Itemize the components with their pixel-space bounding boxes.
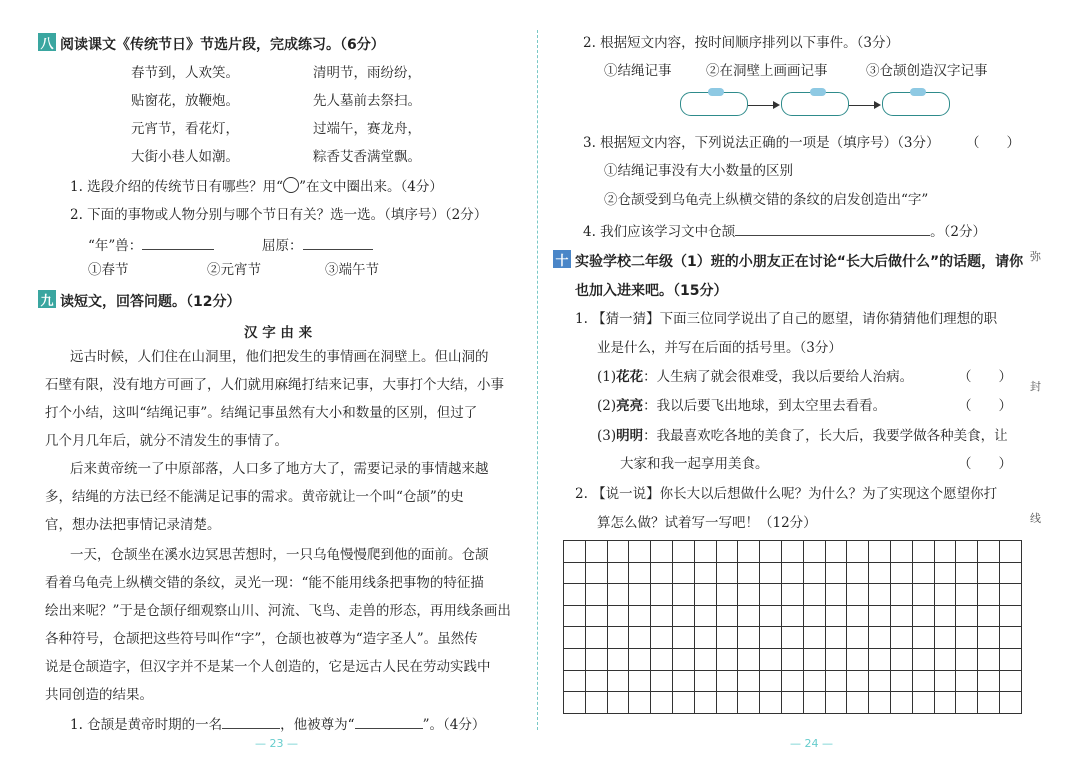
grid-cell[interactable] xyxy=(978,541,1000,563)
grid-cell[interactable] xyxy=(825,670,847,692)
wish-text: ：人生病了就会很难受，我以后要给人治病。 xyxy=(643,369,914,385)
grid-cell[interactable] xyxy=(803,627,825,649)
poem-line: 贴窗花，放鞭炮。 xyxy=(131,93,239,109)
grid-cell[interactable] xyxy=(781,692,803,714)
grid-cell[interactable] xyxy=(564,541,586,563)
q-text: 1. 选段介绍的传统节日有哪些？用“ xyxy=(70,179,284,195)
option: ①结绳记事 xyxy=(604,63,672,79)
grid-cell[interactable] xyxy=(890,627,912,649)
grid-cell[interactable] xyxy=(564,562,586,584)
grid-cell[interactable] xyxy=(912,692,934,714)
grid-cell[interactable] xyxy=(978,627,1000,649)
grid-cell[interactable] xyxy=(978,562,1000,584)
grid-cell[interactable] xyxy=(803,605,825,627)
grid-cell[interactable] xyxy=(803,692,825,714)
wish-item-1 xyxy=(597,368,913,386)
story-line: 官，想办法把事情记录清楚。 xyxy=(45,517,221,533)
grid-cell[interactable] xyxy=(999,584,1021,606)
grid-cell[interactable] xyxy=(803,670,825,692)
grid-cell[interactable] xyxy=(847,648,869,670)
grid-cell[interactable] xyxy=(934,670,956,692)
grid-cell[interactable] xyxy=(869,627,891,649)
grid-cell[interactable] xyxy=(607,648,629,670)
story-line: 后来黄帝统一了中原部落，人口多了地方大了，需要记录的事情越来越 xyxy=(70,461,489,477)
option: ②仓颉受到乌龟壳上纵横交错的条纹的启发创造出“字” xyxy=(604,192,929,208)
grid-cell[interactable] xyxy=(760,562,782,584)
answer-paren[interactable]: （ ） xyxy=(958,456,1012,472)
grid-cell[interactable] xyxy=(629,562,651,584)
grid-cell[interactable] xyxy=(912,627,934,649)
poem-line: 先人墓前去祭扫。 xyxy=(313,93,421,109)
answer-blank[interactable] xyxy=(222,714,280,729)
grid-cell[interactable] xyxy=(585,541,607,563)
poem-line: 过端午，赛龙舟， xyxy=(313,121,421,137)
option: ①春节 xyxy=(88,262,129,278)
grid-cell[interactable] xyxy=(760,692,782,714)
grid-cell[interactable] xyxy=(890,584,912,606)
grid-cell[interactable] xyxy=(738,692,760,714)
grid-cell[interactable] xyxy=(651,562,673,584)
option: ②元宵节 xyxy=(207,262,261,278)
story-line: 打个小结，这叫“结绳记事”。结绳记事虽然有大小和数量的区别，但过了 xyxy=(45,405,478,421)
page-number: — 23 — xyxy=(255,737,298,750)
grid-row xyxy=(564,562,1022,584)
grid-cell[interactable] xyxy=(760,670,782,692)
answer-paren[interactable]: （ ） xyxy=(958,369,1012,385)
grid-cell[interactable] xyxy=(978,605,1000,627)
grid-cell[interactable] xyxy=(999,541,1021,563)
grid-cell[interactable] xyxy=(956,648,978,670)
grid-cell[interactable] xyxy=(825,605,847,627)
grid-cell[interactable] xyxy=(716,584,738,606)
grid-cell[interactable] xyxy=(978,648,1000,670)
grid-cell[interactable] xyxy=(564,648,586,670)
grid-cell[interactable] xyxy=(672,584,694,606)
grid-cell[interactable] xyxy=(934,605,956,627)
item-num: (3) xyxy=(597,428,617,444)
question-10-2-cont: 算怎么做？试着写一写吧！（12分） xyxy=(597,515,817,531)
grid-cell[interactable] xyxy=(738,562,760,584)
wish-item-2 xyxy=(597,397,886,415)
cloud-icon xyxy=(708,88,724,96)
grid-cell[interactable] xyxy=(978,584,1000,606)
story-line: 各种符号，仓颉把这些符号叫作“字”，仓颉也被尊为“造字圣人”。虽然传 xyxy=(45,631,478,647)
grid-cell[interactable] xyxy=(607,605,629,627)
poem-line: 元宵节，看花灯， xyxy=(131,121,239,137)
grid-cell[interactable] xyxy=(585,692,607,714)
option: ③端午节 xyxy=(325,262,379,278)
grid-cell[interactable] xyxy=(629,648,651,670)
answer-row-nian xyxy=(88,235,214,255)
grid-cell[interactable] xyxy=(847,670,869,692)
grid-row xyxy=(564,584,1022,606)
question-9-4 xyxy=(583,221,986,241)
grid-cell[interactable] xyxy=(956,670,978,692)
grid-cell[interactable] xyxy=(803,648,825,670)
option: ②在洞壁上画画记事 xyxy=(706,63,828,79)
section-8-title: 阅读课文《传统节日》节选片段，完成练习。（6分） xyxy=(60,37,385,53)
answer-blank[interactable] xyxy=(735,221,930,236)
grid-cell[interactable] xyxy=(999,670,1021,692)
answer-paren[interactable]: （ ） xyxy=(958,398,1012,414)
q-text: ”在文中圈出来。（4分） xyxy=(299,179,443,195)
grid-cell[interactable] xyxy=(716,541,738,563)
grid-cell[interactable] xyxy=(978,692,1000,714)
grid-cell[interactable] xyxy=(890,670,912,692)
grid-cell[interactable] xyxy=(694,562,716,584)
grid-cell[interactable] xyxy=(869,692,891,714)
grid-cell[interactable] xyxy=(694,648,716,670)
q-text: ”。（4分） xyxy=(422,717,486,733)
grid-cell[interactable] xyxy=(629,605,651,627)
grid-cell[interactable] xyxy=(607,562,629,584)
grid-cell[interactable] xyxy=(564,692,586,714)
person-name: 花花 xyxy=(616,369,644,385)
grid-cell[interactable] xyxy=(825,692,847,714)
grid-cell[interactable] xyxy=(629,670,651,692)
grid-cell[interactable] xyxy=(934,627,956,649)
grid-cell[interactable] xyxy=(629,584,651,606)
q-text: ，他被尊为“ xyxy=(280,717,355,733)
question-10-1-cont: 业是什么，并写在后面的括号里。（3分） xyxy=(597,340,842,356)
grid-cell[interactable] xyxy=(585,648,607,670)
wish-text: ：我最喜欢吃各地的美食了，长大后，我要学做各种美食，让 xyxy=(643,428,1008,444)
grid-cell[interactable] xyxy=(956,584,978,606)
grid-cell[interactable] xyxy=(672,648,694,670)
page-number: — 24 — xyxy=(790,737,833,750)
grid-cell[interactable] xyxy=(716,627,738,649)
grid-row xyxy=(564,605,1022,627)
grid-cell[interactable] xyxy=(825,584,847,606)
grid-cell[interactable] xyxy=(912,648,934,670)
grid-cell[interactable] xyxy=(760,584,782,606)
grid-cell[interactable] xyxy=(956,605,978,627)
circle-mark-icon xyxy=(283,177,299,193)
grid-cell[interactable] xyxy=(869,670,891,692)
grid-cell[interactable] xyxy=(869,562,891,584)
grid-cell[interactable] xyxy=(629,692,651,714)
grid-cell[interactable] xyxy=(890,541,912,563)
answer-label: “年”兽： xyxy=(88,238,143,254)
grid-cell[interactable] xyxy=(781,670,803,692)
grid-cell[interactable] xyxy=(912,670,934,692)
margin-label: 封 xyxy=(1030,380,1041,393)
grid-cell[interactable] xyxy=(694,627,716,649)
q-text: 4. 我们应该学习文中仓颉 xyxy=(583,224,736,240)
story-line: 绘出来呢？”于是仓颉仔细观察山川、河流、飞鸟、走兽的形态，再用线条画出 xyxy=(45,603,511,619)
section-9-title: 读短文，回答问题。（12分） xyxy=(60,294,241,310)
grid-cell[interactable] xyxy=(847,584,869,606)
section-10-badge: 十 xyxy=(553,250,571,268)
grid-cell[interactable] xyxy=(869,541,891,563)
grid-cell[interactable] xyxy=(716,562,738,584)
grid-cell[interactable] xyxy=(629,627,651,649)
wish-item-3 xyxy=(597,427,1008,445)
grid-cell[interactable] xyxy=(651,670,673,692)
question-9-2: 2. 根据短文内容，按时间顺序排列以下事件。（3分） xyxy=(583,35,900,51)
story-line: 几个月几年后，就分不清发生的事情了。 xyxy=(45,433,288,449)
grid-cell[interactable] xyxy=(912,605,934,627)
answer-label: 屈原： xyxy=(262,238,303,254)
q-text: 1. 仓颉是黄帝时期的一名 xyxy=(70,717,223,733)
story-title: 汉 字 由 来 xyxy=(244,325,313,341)
section-9-badge: 九 xyxy=(38,290,56,308)
grid-cell[interactable] xyxy=(825,541,847,563)
grid-cell[interactable] xyxy=(716,692,738,714)
grid-cell[interactable] xyxy=(716,670,738,692)
grid-cell[interactable] xyxy=(869,584,891,606)
grid-cell[interactable] xyxy=(760,627,782,649)
grid-cell[interactable] xyxy=(694,670,716,692)
grid-row xyxy=(564,692,1022,714)
grid-cell[interactable] xyxy=(934,648,956,670)
grid-cell[interactable] xyxy=(585,605,607,627)
grid-cell[interactable] xyxy=(934,562,956,584)
story-line: 石壁有限，没有地方可画了，人们就用麻绳打结来记事，大事打个大结，小事 xyxy=(45,377,504,393)
grid-cell[interactable] xyxy=(956,562,978,584)
grid-cell[interactable] xyxy=(585,584,607,606)
grid-cell[interactable] xyxy=(585,627,607,649)
section-8-badge: 八 xyxy=(38,33,56,51)
story-line: 说是仓颉造字，但汉字并不是某一个人创造的，它是远古人民在劳动实践中 xyxy=(45,659,491,675)
item-num: (1) xyxy=(597,369,617,385)
wish-item-3-cont: 大家和我一起享用美食。 xyxy=(620,456,769,472)
person-name: 亮亮 xyxy=(616,398,644,414)
grid-cell[interactable] xyxy=(607,670,629,692)
grid-cell[interactable] xyxy=(716,605,738,627)
grid-cell[interactable] xyxy=(847,605,869,627)
grid-cell[interactable] xyxy=(847,627,869,649)
grid-cell[interactable] xyxy=(760,541,782,563)
grid-cell[interactable] xyxy=(694,584,716,606)
grid-cell[interactable] xyxy=(607,584,629,606)
grid-cell[interactable] xyxy=(956,627,978,649)
grid-cell[interactable] xyxy=(607,627,629,649)
grid-cell[interactable] xyxy=(869,605,891,627)
grid-cell[interactable] xyxy=(738,670,760,692)
grid-cell[interactable] xyxy=(760,648,782,670)
margin-label: 弥 xyxy=(1030,250,1041,263)
cloud-icon xyxy=(810,88,826,96)
answer-row-quyuan xyxy=(262,235,373,255)
item-num: (2) xyxy=(597,398,617,414)
grid-cell[interactable] xyxy=(803,584,825,606)
grid-cell[interactable] xyxy=(934,541,956,563)
answer-blank[interactable] xyxy=(303,235,373,250)
grid-cell[interactable] xyxy=(869,648,891,670)
grid-cell[interactable] xyxy=(694,605,716,627)
question-8-1 xyxy=(70,177,443,196)
grid-cell[interactable] xyxy=(847,562,869,584)
question-8-2: 2. 下面的事物或人物分别与哪个节日有关？选一选。（填序号）（2分） xyxy=(70,207,488,223)
arrow-right-icon xyxy=(748,105,778,106)
grid-cell[interactable] xyxy=(672,670,694,692)
grid-cell[interactable] xyxy=(934,584,956,606)
grid-cell[interactable] xyxy=(999,627,1021,649)
option: ①结绳记事没有大小数量的区别 xyxy=(604,163,793,179)
grid-cell[interactable] xyxy=(803,541,825,563)
grid-row xyxy=(564,670,1022,692)
grid-cell[interactable] xyxy=(890,648,912,670)
poem-line: 春节到，人欢笑。 xyxy=(131,65,239,81)
grid-cell[interactable] xyxy=(912,584,934,606)
writing-grid[interactable] xyxy=(563,540,1022,714)
grid-cell[interactable] xyxy=(890,692,912,714)
grid-cell[interactable] xyxy=(825,562,847,584)
poem-line: 清明节，雨纷纷， xyxy=(313,65,421,81)
grid-cell[interactable] xyxy=(716,648,738,670)
grid-cell[interactable] xyxy=(760,605,782,627)
q-text: 。（2分） xyxy=(930,224,987,240)
grid-cell[interactable] xyxy=(564,584,586,606)
story-line: 共同创造的结果。 xyxy=(45,687,153,703)
grid-cell[interactable] xyxy=(825,627,847,649)
grid-cell[interactable] xyxy=(999,562,1021,584)
grid-cell[interactable] xyxy=(672,562,694,584)
grid-cell[interactable] xyxy=(781,562,803,584)
story-line: 看着乌龟壳上纵横交错的条纹，灵光一现：“能不能用线条把事物的特征描 xyxy=(45,575,484,591)
grid-cell[interactable] xyxy=(781,627,803,649)
grid-cell[interactable] xyxy=(672,692,694,714)
grid-cell[interactable] xyxy=(651,541,673,563)
poem-line: 粽香艾香满堂飘。 xyxy=(313,149,421,165)
answer-paren[interactable]: （ ） xyxy=(966,135,1020,151)
grid-cell[interactable] xyxy=(651,605,673,627)
question-9-3: 3. 根据短文内容，下列说法正确的一项是（填序号）（3分） xyxy=(583,135,940,151)
grid-cell[interactable] xyxy=(651,648,673,670)
section-10-title-cont: 也加入进来吧。（15分） xyxy=(575,283,728,299)
grid-cell[interactable] xyxy=(847,692,869,714)
grid-cell[interactable] xyxy=(999,605,1021,627)
question-10-1: 1. 【猜一猜】下面三位同学说出了自己的愿望，请你猜猜他们理想的职 xyxy=(575,311,998,327)
grid-cell[interactable] xyxy=(651,584,673,606)
grid-cell[interactable] xyxy=(738,648,760,670)
grid-cell[interactable] xyxy=(956,541,978,563)
grid-cell[interactable] xyxy=(738,584,760,606)
option: ③仓颉创造汉字记事 xyxy=(866,63,988,79)
grid-cell[interactable] xyxy=(607,692,629,714)
grid-row xyxy=(564,627,1022,649)
cloud-icon xyxy=(910,88,926,96)
grid-cell[interactable] xyxy=(564,627,586,649)
answer-blank[interactable] xyxy=(142,235,214,250)
poem-line: 大街小巷人如潮。 xyxy=(131,149,239,165)
grid-cell[interactable] xyxy=(694,541,716,563)
grid-cell[interactable] xyxy=(999,692,1021,714)
grid-cell[interactable] xyxy=(651,627,673,649)
grid-cell[interactable] xyxy=(738,627,760,649)
grid-cell[interactable] xyxy=(781,648,803,670)
grid-cell[interactable] xyxy=(956,692,978,714)
grid-cell[interactable] xyxy=(738,541,760,563)
grid-cell[interactable] xyxy=(585,670,607,692)
grid-cell[interactable] xyxy=(694,692,716,714)
grid-cell[interactable] xyxy=(629,541,651,563)
section-10-title: 实验学校二年级（1）班的小朋友正在讨论“长大后做什么”的话题，请你 xyxy=(575,254,1024,270)
grid-cell[interactable] xyxy=(564,605,586,627)
grid-cell[interactable] xyxy=(781,584,803,606)
grid-cell[interactable] xyxy=(672,605,694,627)
question-10-2: 2. 【说一说】你长大以后想做什么呢？为什么？为了实现这个愿望你打 xyxy=(575,486,998,502)
grid-cell[interactable] xyxy=(672,627,694,649)
grid-cell[interactable] xyxy=(934,692,956,714)
wish-text: ：我以后要飞出地球，到太空里去看看。 xyxy=(643,398,887,414)
grid-cell[interactable] xyxy=(803,562,825,584)
grid-cell[interactable] xyxy=(890,605,912,627)
grid-cell[interactable] xyxy=(651,692,673,714)
answer-blank[interactable] xyxy=(355,714,423,729)
grid-cell[interactable] xyxy=(978,670,1000,692)
grid-row xyxy=(564,541,1022,563)
grid-cell[interactable] xyxy=(672,541,694,563)
grid-cell[interactable] xyxy=(912,562,934,584)
question-9-1 xyxy=(70,714,485,734)
page-divider xyxy=(537,30,538,730)
grid-cell[interactable] xyxy=(999,648,1021,670)
grid-cell[interactable] xyxy=(585,562,607,584)
grid-cell[interactable] xyxy=(781,541,803,563)
grid-row xyxy=(564,648,1022,670)
grid-cell[interactable] xyxy=(607,541,629,563)
grid-cell[interactable] xyxy=(890,562,912,584)
grid-cell[interactable] xyxy=(738,605,760,627)
story-line: 一天，仓颉坐在溪水边冥思苦想时，一只乌龟慢慢爬到他的面前。仓颉 xyxy=(70,547,489,563)
grid-cell[interactable] xyxy=(847,541,869,563)
story-line: 远古时候，人们住在山洞里，他们把发生的事情画在洞壁上。但山洞的 xyxy=(70,349,489,365)
story-line: 多，结绳的方法已经不能满足记事的需求。黄帝就让一个叫“仓颉”的史 xyxy=(45,489,464,505)
arrow-right-icon xyxy=(849,105,879,106)
grid-cell[interactable] xyxy=(564,670,586,692)
person-name: 明明 xyxy=(616,428,644,444)
margin-label: 线 xyxy=(1030,512,1041,525)
grid-cell[interactable] xyxy=(781,605,803,627)
grid-cell[interactable] xyxy=(912,541,934,563)
grid-cell[interactable] xyxy=(825,648,847,670)
